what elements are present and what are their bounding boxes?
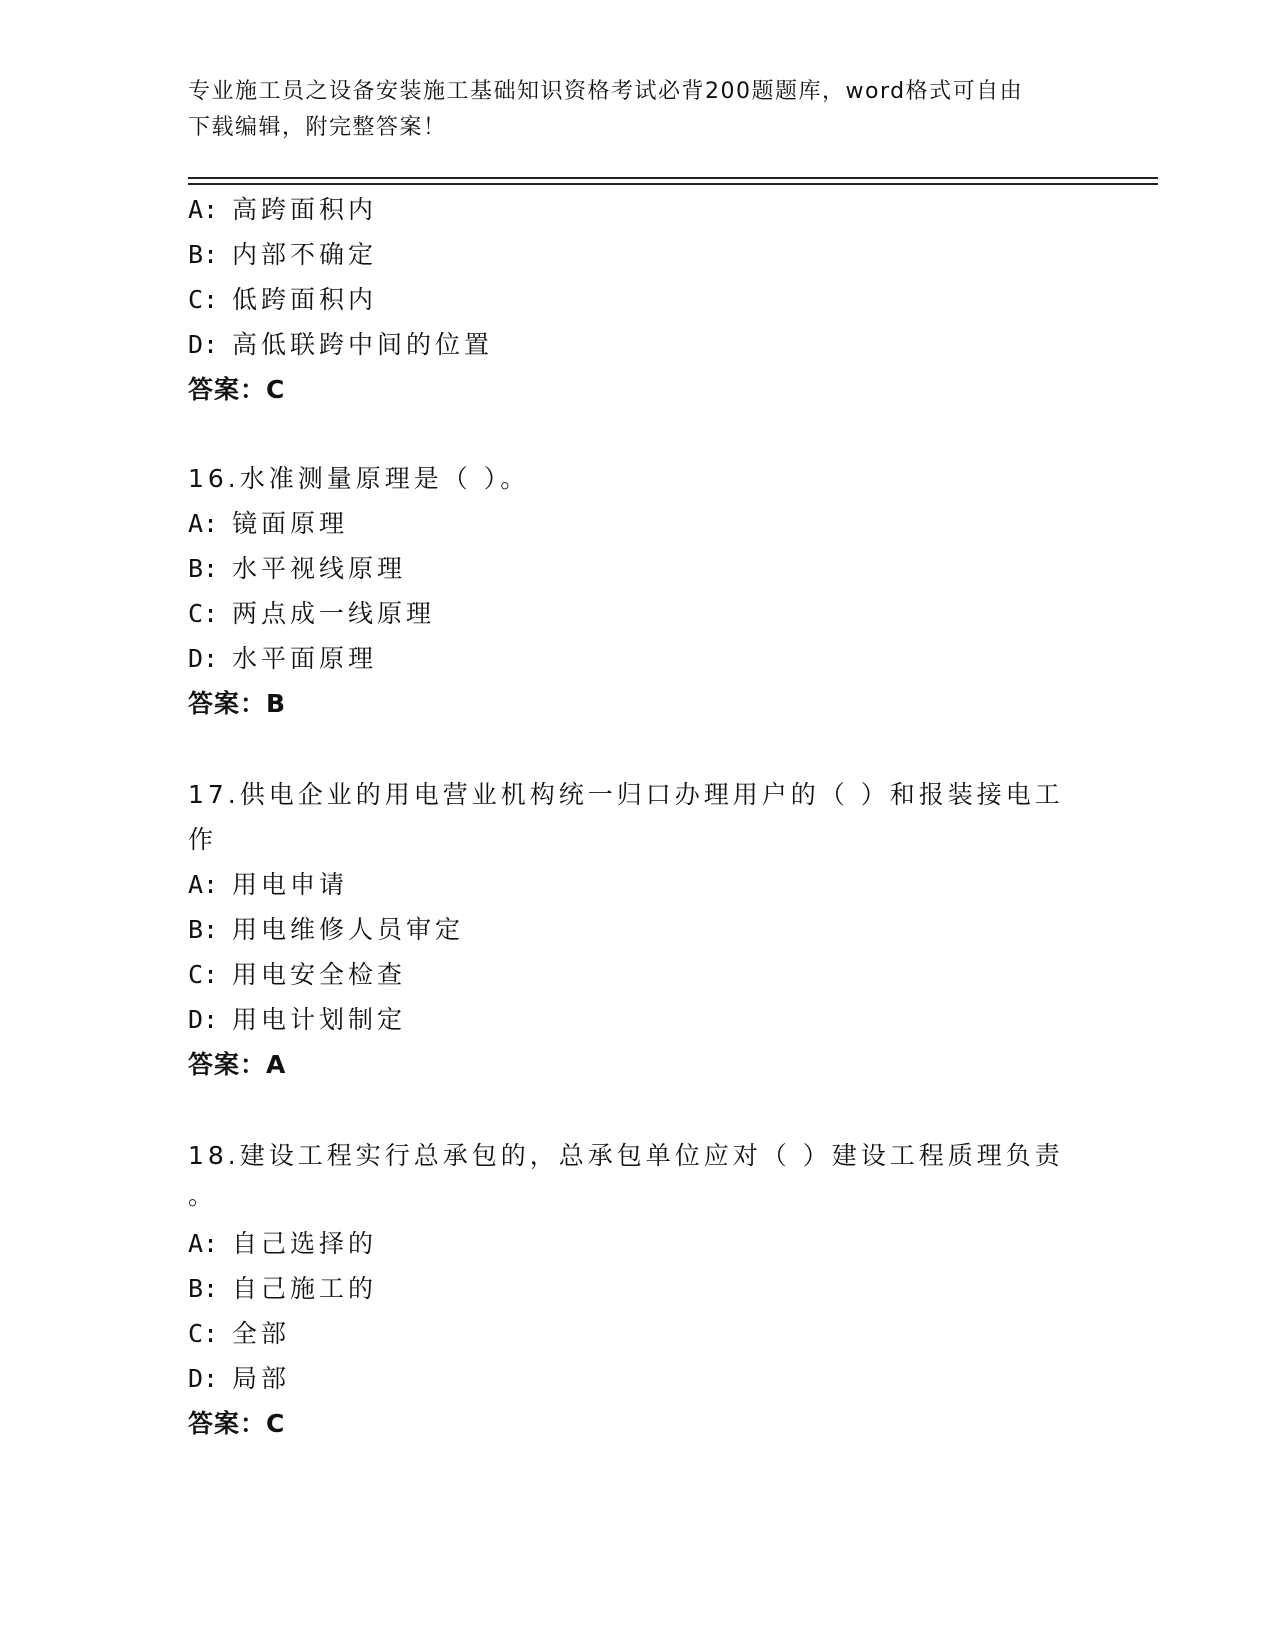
q15-option-b: B: 内部不确定 bbox=[188, 240, 378, 269]
q18-stem-line-2: 。 bbox=[188, 1181, 218, 1210]
header-rule-top bbox=[188, 177, 1158, 179]
q17-option-d: D: 用电计划制定 bbox=[188, 1005, 407, 1034]
q17-stem-line-2: 作 bbox=[188, 825, 218, 854]
q17-option-a: A: 用电申请 bbox=[188, 870, 349, 899]
q18-answer: 答案：C bbox=[188, 1409, 286, 1438]
q18-stem-line-1: 18.建设工程实行总承包的，总承包单位应对（ ）建设工程质理负责 bbox=[188, 1141, 1064, 1170]
q18-option-b: B: 自己施工的 bbox=[188, 1274, 378, 1303]
q15-option-c: C: 低跨面积内 bbox=[188, 285, 378, 314]
q16-option-b: B: 水平视线原理 bbox=[188, 554, 407, 583]
q17-answer: 答案：A bbox=[188, 1050, 287, 1079]
q18-option-c: C: 全部 bbox=[188, 1319, 291, 1348]
q17-option-c: C: 用电安全检查 bbox=[188, 960, 407, 989]
q16-option-c: C: 两点成一线原理 bbox=[188, 599, 436, 628]
q16-stem: 16.水准测量原理是（ ）。 bbox=[188, 464, 530, 493]
q15-answer: 答案：C bbox=[188, 375, 286, 404]
header-rule-bottom bbox=[188, 183, 1158, 185]
document-header bbox=[188, 74, 1088, 146]
q18-option-a: A: 自己选择的 bbox=[188, 1229, 378, 1258]
header-line-2: 下载编辑，附完整答案！ bbox=[188, 115, 447, 140]
q15-option-a: A: 高跨面积内 bbox=[188, 195, 378, 224]
q17-stem-line-1: 17.供电企业的用电营业机构统一归口办理用户的（ ）和报装接电工 bbox=[188, 780, 1064, 809]
q15-option-d: D: 高低联跨中间的位置 bbox=[188, 330, 494, 359]
q16-answer: 答案：B bbox=[188, 689, 287, 718]
q16-option-d: D: 水平面原理 bbox=[188, 644, 378, 673]
q17-option-b: B: 用电维修人员审定 bbox=[188, 915, 465, 944]
q18-option-d: D: 局部 bbox=[188, 1364, 291, 1393]
q16-option-a: A: 镜面原理 bbox=[188, 509, 349, 538]
header-line-1: 专业施工员之设备安装施工基础知识资格考试必背200题题库，word格式可自由 bbox=[188, 79, 1024, 104]
